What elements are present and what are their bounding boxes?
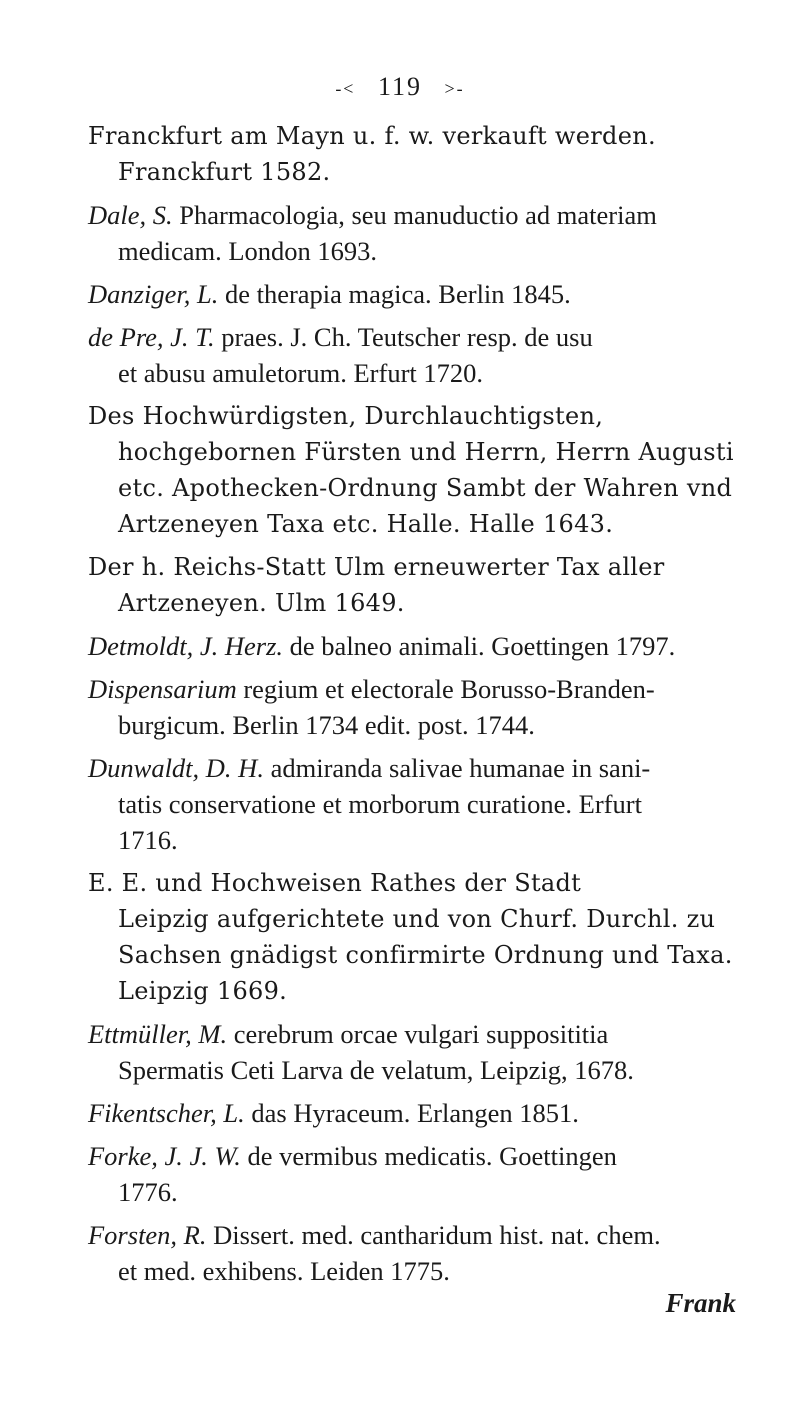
entry-text: Leipzig aufgerichtete und von Churf. Durchl. zu xyxy=(118,905,716,933)
bibliography-entry xyxy=(88,865,768,1009)
entry-text: Dissert. med. cantharidum hist. nat. chem. xyxy=(213,1220,661,1250)
entry-text: cerebrum orcae vulgari supposititia xyxy=(233,1019,609,1049)
bibliography-entry xyxy=(88,1095,768,1131)
entry-text: de vermibus medicatis. Goettingen xyxy=(247,1141,617,1171)
entry-text: Pharmacologia, seu manuductio ad materiam xyxy=(179,200,657,230)
entry-line xyxy=(118,822,768,858)
entry-text: das Hyraceum. Erlangen 1851. xyxy=(251,1098,579,1128)
entry-author: Danziger, L. xyxy=(88,279,219,309)
entry-text: 1776. xyxy=(118,1177,178,1207)
entry-line xyxy=(88,398,768,434)
bibliography-entry xyxy=(88,628,768,664)
entry-text: praes. J. Ch. Teutscher resp. de usu xyxy=(221,322,593,352)
bibliography-entry xyxy=(88,319,768,391)
entry-line xyxy=(118,1253,768,1289)
entry-text: admiranda salivae humanae in sani- xyxy=(270,753,651,783)
entry-line xyxy=(118,1174,768,1210)
bibliography-entry xyxy=(88,1138,768,1210)
entry-text: Sachsen gnädigst confirmirte Ordnung und Taxa. xyxy=(118,941,733,969)
entry-line xyxy=(118,707,768,743)
entry-author: Fikentscher, L. xyxy=(88,1098,245,1128)
entry-line xyxy=(118,786,768,822)
entry-author: Dale, S. xyxy=(88,200,173,230)
entry-text: Der h. Reichs-Statt Ulm erneuwerter Tax aller xyxy=(88,553,665,581)
entry-line xyxy=(118,973,768,1009)
right-ornament: ˃- xyxy=(444,78,465,99)
entry-text: regium et electorale Borusso-Branden- xyxy=(243,674,655,704)
bibliography-entry xyxy=(88,671,768,743)
entry-text: Franckfurt 1582. xyxy=(118,158,331,186)
bibliography-entry xyxy=(88,398,768,542)
entry-author: Forsten, R. xyxy=(88,1220,207,1250)
entry-author: Ettmüller, M. xyxy=(88,1019,228,1049)
entry-line xyxy=(88,865,768,901)
entry-author: Detmoldt, J. Herz. xyxy=(88,631,284,661)
entry-text: et abusu amuletorum. Erfurt 1720. xyxy=(118,358,484,388)
entry-line xyxy=(88,197,768,233)
entry-line xyxy=(88,1095,768,1131)
entry-author: Dunwaldt, D. H. xyxy=(88,753,264,783)
bibliography-entry xyxy=(88,1016,768,1088)
entry-author: Forke, J. J. W. xyxy=(88,1141,241,1171)
entry-line xyxy=(88,118,768,154)
entry-text: etc. Apothecken-Ordnung Sambt der Wahren vnd xyxy=(118,474,733,502)
entry-line xyxy=(88,750,768,786)
entry-line xyxy=(118,154,768,190)
entry-author: Dispensarium xyxy=(88,674,237,704)
entry-line xyxy=(88,549,768,585)
entry-text: Leipzig 1669. xyxy=(118,977,288,1005)
left-ornament: -˂ xyxy=(335,78,356,99)
entry-text: de therapia magica. Berlin 1845. xyxy=(224,279,571,309)
entry-text: tatis conservatione et morborum curatione. Erfurt xyxy=(118,789,642,819)
bibliography-entry xyxy=(88,118,768,190)
entry-text: Spermatis Ceti Larva de velatum, Leipzig, 1678. xyxy=(118,1055,634,1085)
entry-text: medicam. London 1693. xyxy=(118,236,378,266)
entry-line xyxy=(118,470,768,506)
entry-line xyxy=(88,1016,768,1052)
entry-text: hochgebornen Fürsten und Herrn, Herrn Augusti xyxy=(118,438,734,466)
entry-line xyxy=(118,901,768,937)
entry-text: de balneo animali. Goettingen 1797. xyxy=(289,631,676,661)
entry-line xyxy=(88,276,768,312)
entry-author: de Pre, J. T. xyxy=(88,322,215,352)
entry-text: Artzeneyen Taxa etc. Halle. Halle 1643. xyxy=(118,510,614,538)
entry-line xyxy=(118,506,768,542)
entry-line xyxy=(118,1052,768,1088)
entry-line xyxy=(118,355,768,391)
entry-line xyxy=(118,434,768,470)
bibliography-entry xyxy=(88,750,768,858)
entry-line xyxy=(88,319,768,355)
entry-line xyxy=(118,585,768,621)
entry-text: Des Hochwürdigsten, Durchlauchtigsten, xyxy=(88,402,604,430)
entry-line xyxy=(118,937,768,973)
page-number: 119 xyxy=(377,72,423,101)
entry-text: E. E. und Hochweisen Rathes der Stadt xyxy=(88,869,582,897)
entry-line xyxy=(118,233,768,269)
entry-text: et med. exhibens. Leiden 1775. xyxy=(118,1256,450,1286)
bibliography-list xyxy=(88,118,768,1296)
entry-line xyxy=(88,671,768,707)
catchword: Frank xyxy=(665,1288,736,1318)
bibliography-entry xyxy=(88,549,768,621)
entry-line xyxy=(88,1217,768,1253)
bibliography-entry xyxy=(88,276,768,312)
bibliography-entry xyxy=(88,1217,768,1289)
entry-text: Franckfurt am Mayn u. f. w. verkauft werden. xyxy=(88,122,656,150)
entry-text: Artzeneyen. Ulm 1649. xyxy=(118,589,405,617)
entry-text: 1716. xyxy=(118,825,178,855)
entry-line xyxy=(88,628,768,664)
bibliography-entry xyxy=(88,197,768,269)
page-header xyxy=(0,72,800,102)
entry-line xyxy=(88,1138,768,1174)
entry-text: burgicum. Berlin 1734 edit. post. 1744. xyxy=(118,710,535,740)
